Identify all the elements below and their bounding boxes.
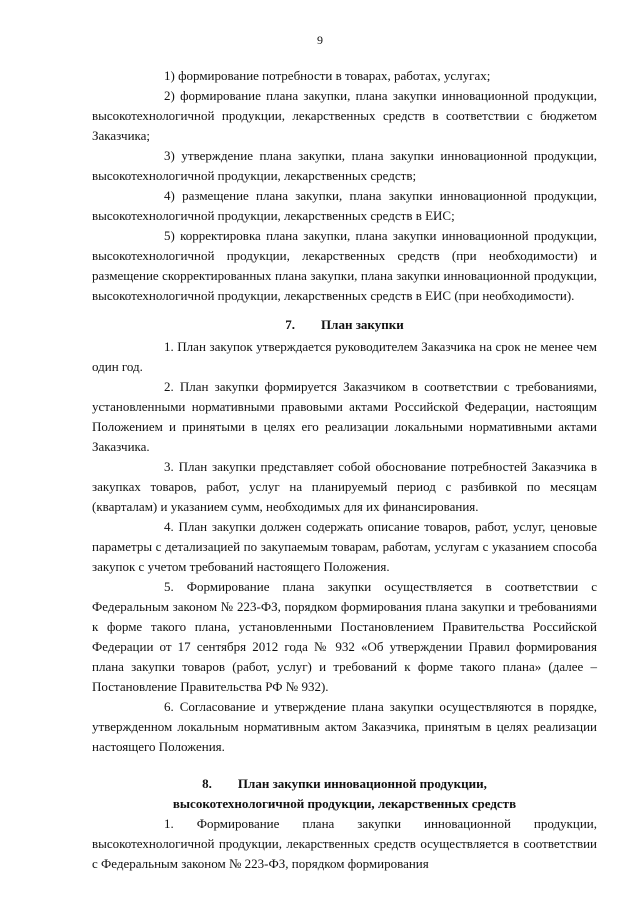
list-item-text: формирование плана закупки, плана закупки инновационной продукции, высокотехнологичной продукции, лекарственных средств в соответствии с бюджетом Заказчика; — [92, 88, 597, 143]
paragraph-text: План закупок утверждается руководителем Заказчика на срок не менее чем один год. — [92, 339, 597, 374]
paragraph-text: Формирование плана закупки инновационной продукции, высокотехнологичной продукции, лекарственных средств осуществляется в соответствии с Федеральным законом № 223-ФЗ, порядком формирования — [92, 816, 597, 871]
section-8-body — [92, 814, 597, 874]
list-item-number: 1) — [164, 68, 175, 83]
document-body — [92, 66, 597, 874]
list-item-number: 3) — [164, 148, 175, 163]
section-8-title-line-1: План закупки инновационной продукции, — [237, 776, 487, 791]
paragraph-number: 6. — [164, 699, 174, 714]
section-7-paragraph — [92, 457, 597, 517]
list-item-number: 5) — [164, 228, 175, 243]
list-item-text: формирование потребности в товарах, работах, услугах; — [178, 68, 491, 83]
paragraph-number: 4. — [164, 519, 174, 534]
paragraph-text: Согласование и утверждение плана закупки осуществляются в порядке, утвержденном локальным нормативным актом Заказчика, принятым в целях реализации настоящего Положения. — [92, 699, 597, 754]
section-7-paragraph — [92, 517, 597, 577]
list-item — [92, 66, 597, 86]
section-8-paragraph — [92, 814, 597, 874]
section-7-paragraph — [92, 337, 597, 377]
paragraph-number: 1. — [164, 339, 174, 354]
page-number: 9 — [317, 33, 323, 47]
section-7-paragraph — [92, 577, 597, 697]
paragraph-text: Формирование плана закупки осуществляется в соответствии с Федеральным законом № 223-ФЗ, порядком формирования плана закупки и требованиями к форме такого плана, установленными Постановлением Правительства Российской Федерации от 17 сентября 2012 года № 932 «Об утверждении Правил формирования плана закупки товаров (работ, услуг) и требований к форме такого плана» (далее – Постановление Правительства РФ № 932). — [92, 579, 597, 694]
section-7-number: 7. — [285, 317, 296, 332]
paragraph-number: 3. — [164, 459, 174, 474]
list-item-text: утверждение плана закупки, плана закупки инновационной продукции, высокотехнологичной продукции, лекарственных средств; — [92, 148, 597, 183]
list-item — [92, 86, 597, 146]
paragraph-number: 5. — [164, 579, 174, 594]
list-item — [92, 186, 597, 226]
section-7-body — [92, 337, 597, 757]
section-8-heading — [92, 774, 597, 814]
section-7-title: План закупки — [321, 317, 404, 332]
section-7-paragraph — [92, 697, 597, 757]
section-7-heading — [92, 315, 597, 335]
paragraph-number: 2. — [164, 379, 174, 394]
paragraph-number: 1. — [164, 816, 174, 831]
list-item-number: 2) — [164, 88, 175, 103]
paragraph-text: План закупки должен содержать описание товаров, работ, услуг, ценовые параметры с детализацией по закупаемым товарам, работам, услугам с указанием способа закупок с учетом требований настоящего Положения. — [92, 519, 597, 574]
list-item-text: размещение плана закупки, плана закупки инновационной продукции, высокотехнологичной продукции, лекарственных средств в ЕИС; — [92, 188, 597, 223]
paragraph-text: План закупки представляет собой обоснование потребностей Заказчика в закупках товаров, работ, услуг на планируемый период с разбивкой по месяцам (кварталам) и указанием сумм, необходимых для их финансирования. — [92, 459, 597, 514]
list-item-number: 4) — [164, 188, 175, 203]
list-item-text: корректировка плана закупки, плана закупки инновационной продукции, высокотехнологичной продукции, лекарственных средств (при необходимости) и размещение скорректированных плана закупки, плана закупки инновационной продукции, высокотехнологичной продукции, лекарственных средств в ЕИС (при необходимости). — [92, 228, 597, 303]
section-7-paragraph — [92, 377, 597, 457]
procurement-steps-list — [92, 66, 597, 306]
paragraph-text: План закупки формируется Заказчиком в соответствии с требованиями, установленными нормативными правовыми актами Российской Федерации, настоящим Положением и принятыми в целях его реализации локальными нормативными актами Заказчика. — [92, 379, 597, 454]
list-item — [92, 146, 597, 186]
list-item — [92, 226, 597, 306]
section-8-title-line-2: высокотехнологичной продукции, лекарственных средств — [172, 796, 517, 811]
section-8-number: 8. — [202, 776, 212, 791]
